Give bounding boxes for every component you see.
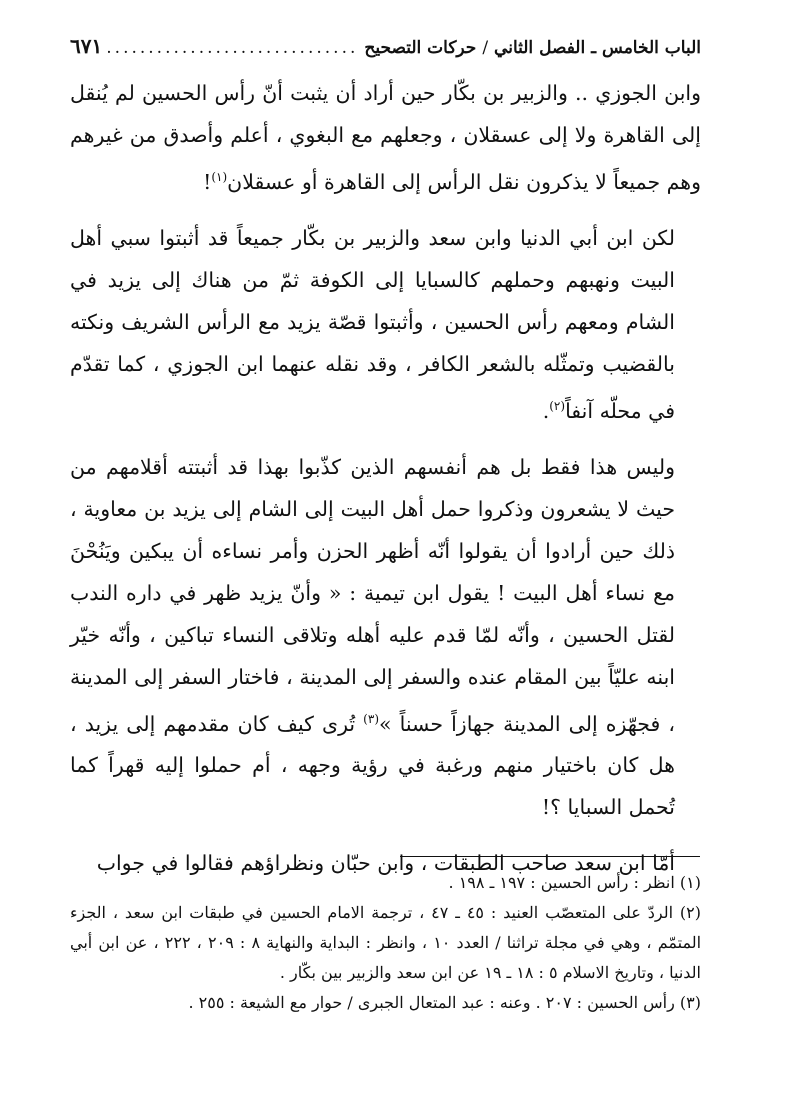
paragraph-2 [70,217,701,432]
paragraph-3 [70,446,701,829]
footnote-ref: (٣) [363,711,379,726]
footnote-1: (١) انظر : رأس الحسين : ١٩٧ ـ ١٩٨ . [448,873,701,892]
page-number: ٦٧١ [70,34,103,58]
paragraph-tail: . [542,398,550,423]
header-chapter: الباب الخامس ـ الفصل الثاني [494,38,701,58]
paragraph-text: وابن الجوزي .. والزبير بن بكّار حين أراد أن يثبت أنّ رأس الحسين لم يُنقل إلى القاهرة ولا إلى عسقلان ، وجعلهم مع البغوي ، أعلم وأصدق من غيرهم وهم جميعاً لا يذكرون نقل الرأس إلى القاهرة أو عسقلان [70,81,701,194]
header-section: حركات التصحيح [364,38,477,58]
header-leader-dots [108,38,358,58]
footnotes [70,868,701,1018]
paragraph-text: وليس هذا فقط بل هم أنفسهم الذين كذّبوا بهذا قد أثبتته أقلامهم من حيث لا يشعرون وذكروا حمل أهل البيت إلى الشام إلى يزيد بن معاوية ، ذلك حين أرادوا أن يقولوا أنّه أظهر الحزن وأمر نساءه أن يبكين ويَنُحْنَ مع نساء أهل البيت ! يقول ابن تيمية : « وأنّ يزيد ظهر في داره الندب لقتل الحسين ، وأنّه لمّا قدم عليه أهله وتلاقى النساء تباكين ، وأنّه خيّر ابنه عليّاً بين المقام عنده والسفر إلى المدينة ، فاختار السفر إلى المدينة ، فجهّزه إلى المدينة جهازاً حسناً » [70,454,675,736]
paragraph-1 [70,72,701,203]
footnote-ref: (٢) [549,398,566,413]
running-header [70,34,701,68]
paragraph-text: لكن ابن أبي الدنيا وابن سعد والزبير بن بكّار جميعاً قد أثبتوا سبي أهل البيت ونهبهم وحملهم كالسبايا إلى الكوفة ثمّ من هناك إلى يزيد في الشام ومعهم رأس الحسين ، وأثبتوا قصّة يزيد مع الرأس الشريف ونكته بالقضيب وتمثّله بالشعر الكافر ، وقد نقله عنهما ابن الجوزي ، كما تقدّم في محلّه آنفاً [70,225,675,423]
footnote-2: (٢) الردّ على المتعصّب العنيد : ٤٥ ـ ٤٧ ، ترجمة الامام الحسين في طبقات ابن سعد ، الجزء المتمّم ، وهي في مجلة تراثنا / العدد ١٠ ، وانظر : البداية والنهاية ٨ : ٢٠٩ ، ٢٢٢ ، عن ابن أبي الدنيا ، وتاريخ الاسلام ٥ : ١٨ ـ ١٩ عن ابن سعد والزبير بين بكّار . [70,903,702,982]
paragraph-tail: ! [203,169,212,194]
paragraph-text: أمّا ابن سعد صاحب الطبقات ، وابن حبّان ونظراؤهم فقالوا في جواب [96,851,675,876]
footnote-ref: (١) [211,170,228,184]
paragraph-tail: تُرى كيف كان مقدمهم إلى يزيد ، هل كان باختيار منهم ورغبة في رؤية وجهه ، أم حملوا إليه قهراً كما تُحمل السبايا ؟! [70,711,675,820]
footnote-3: (٣) رأس الحسين : ٢٠٧ . وعنه : عبد المتعال الجبرى / حوار مع الشيعة : ٢٥٥ . [188,993,701,1012]
footnote-divider [400,856,700,857]
header-separator: / [482,38,489,58]
